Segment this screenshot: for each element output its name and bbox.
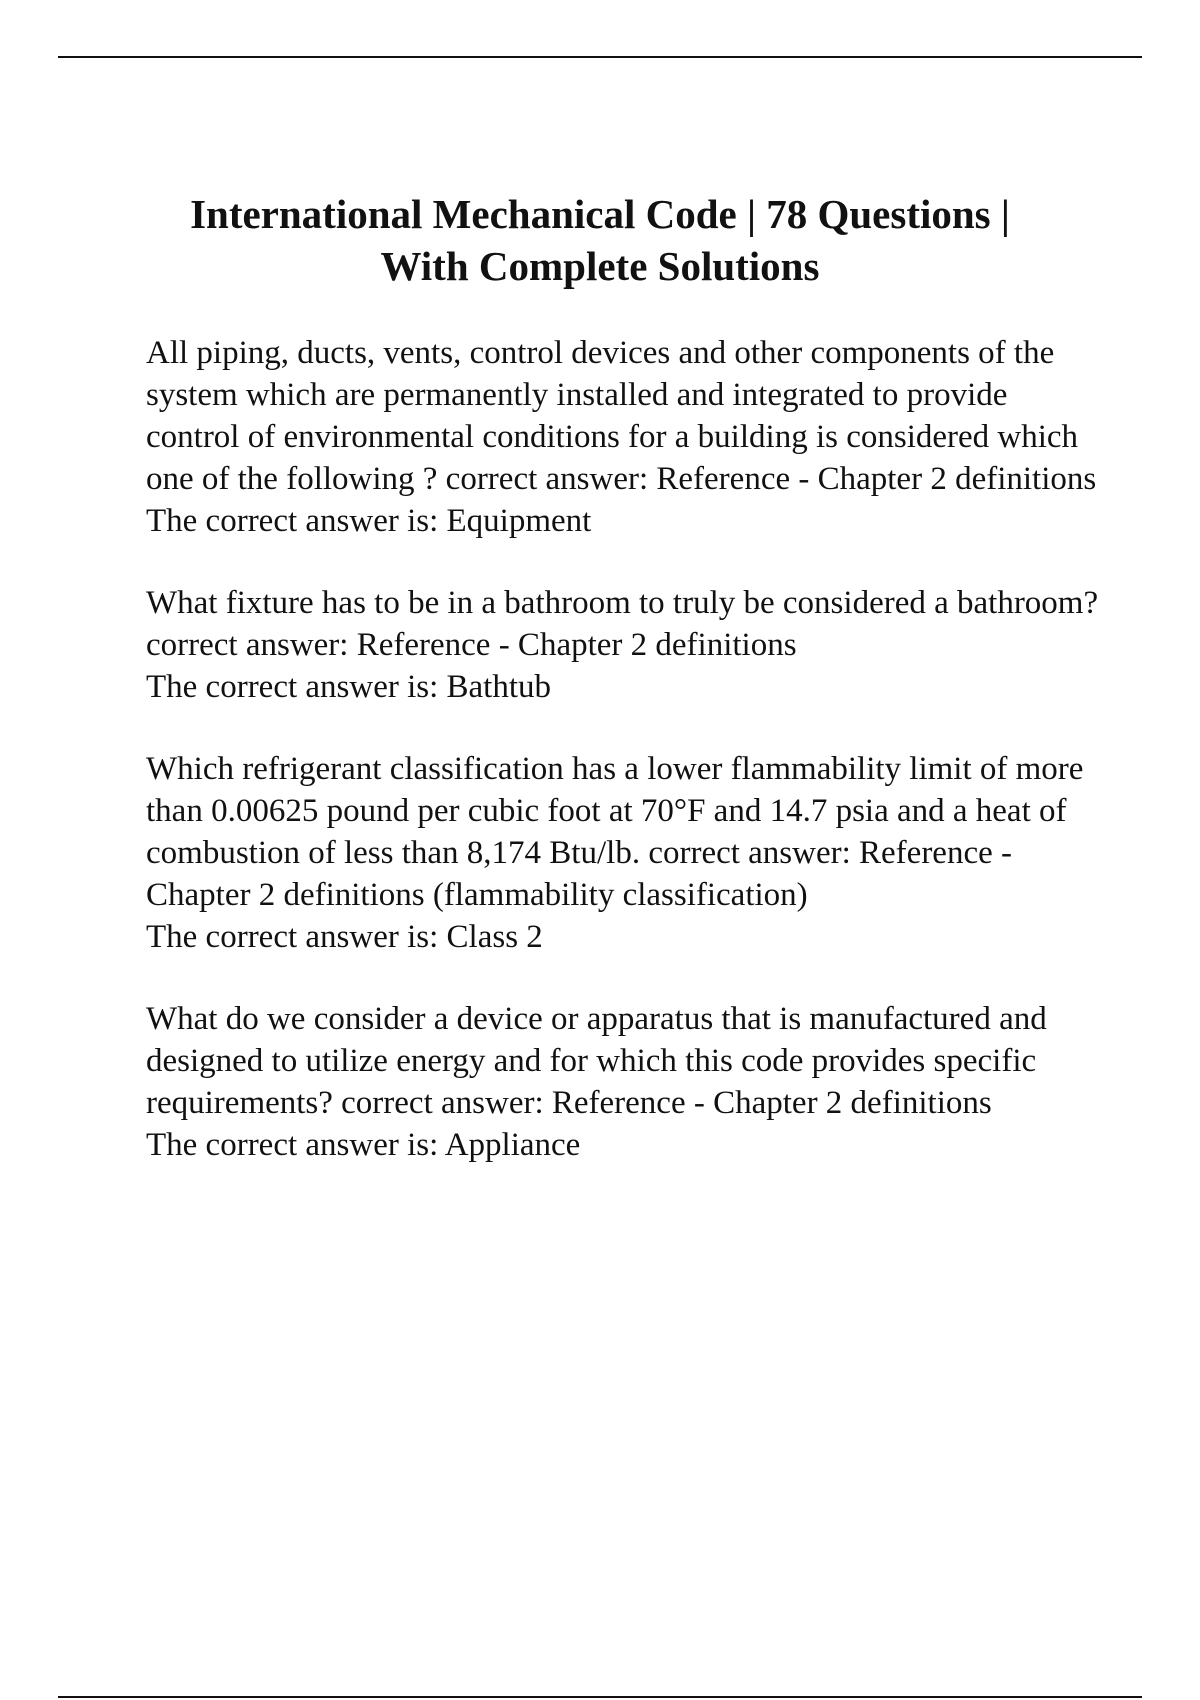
bottom-divider xyxy=(58,1696,1142,1698)
title-line-1: International Mechanical Code | 78 Questions | xyxy=(190,191,1010,237)
document-title xyxy=(120,188,1080,292)
title-line-2: With Complete Solutions xyxy=(380,243,820,289)
question-item xyxy=(146,748,1106,958)
question-text: All piping, ducts, vents, control devices and other components of the system which are permanently installed and integrated to provide control of environmental conditions for a building is considered which one of the following ? correct answer: Reference - Chapter 2 definitions xyxy=(146,335,1097,497)
answer-text: The correct answer is: Bathtub xyxy=(146,669,552,705)
question-text: What do we consider a device or apparatus that is manufactured and designed to utilize energy and for which this code provides specific requirements? correct answer: Reference - Chapter 2 definitions xyxy=(146,1001,1047,1121)
question-item xyxy=(146,332,1106,542)
answer-text: The correct answer is: Equipment xyxy=(146,503,592,539)
question-text: What fixture has to be in a bathroom to truly be considered a bathroom? correct answer: Reference - Chapter 2 definitions xyxy=(146,585,1099,663)
question-text: Which refrigerant classification has a lower flammability limit of more than 0.00625 pound per cubic foot at 70°F and 14.7 psia and a heat of combustion of less than 8,174 Btu/lb. correct answer: Reference - Chapter 2 definitions (flammability classification) xyxy=(146,751,1084,913)
answer-text: The correct answer is: Appliance xyxy=(146,1127,581,1163)
answer-text: The correct answer is: Class 2 xyxy=(146,919,543,955)
question-item xyxy=(146,998,1106,1166)
question-item xyxy=(146,582,1106,708)
question-list xyxy=(146,332,1106,1206)
top-divider xyxy=(58,56,1142,58)
